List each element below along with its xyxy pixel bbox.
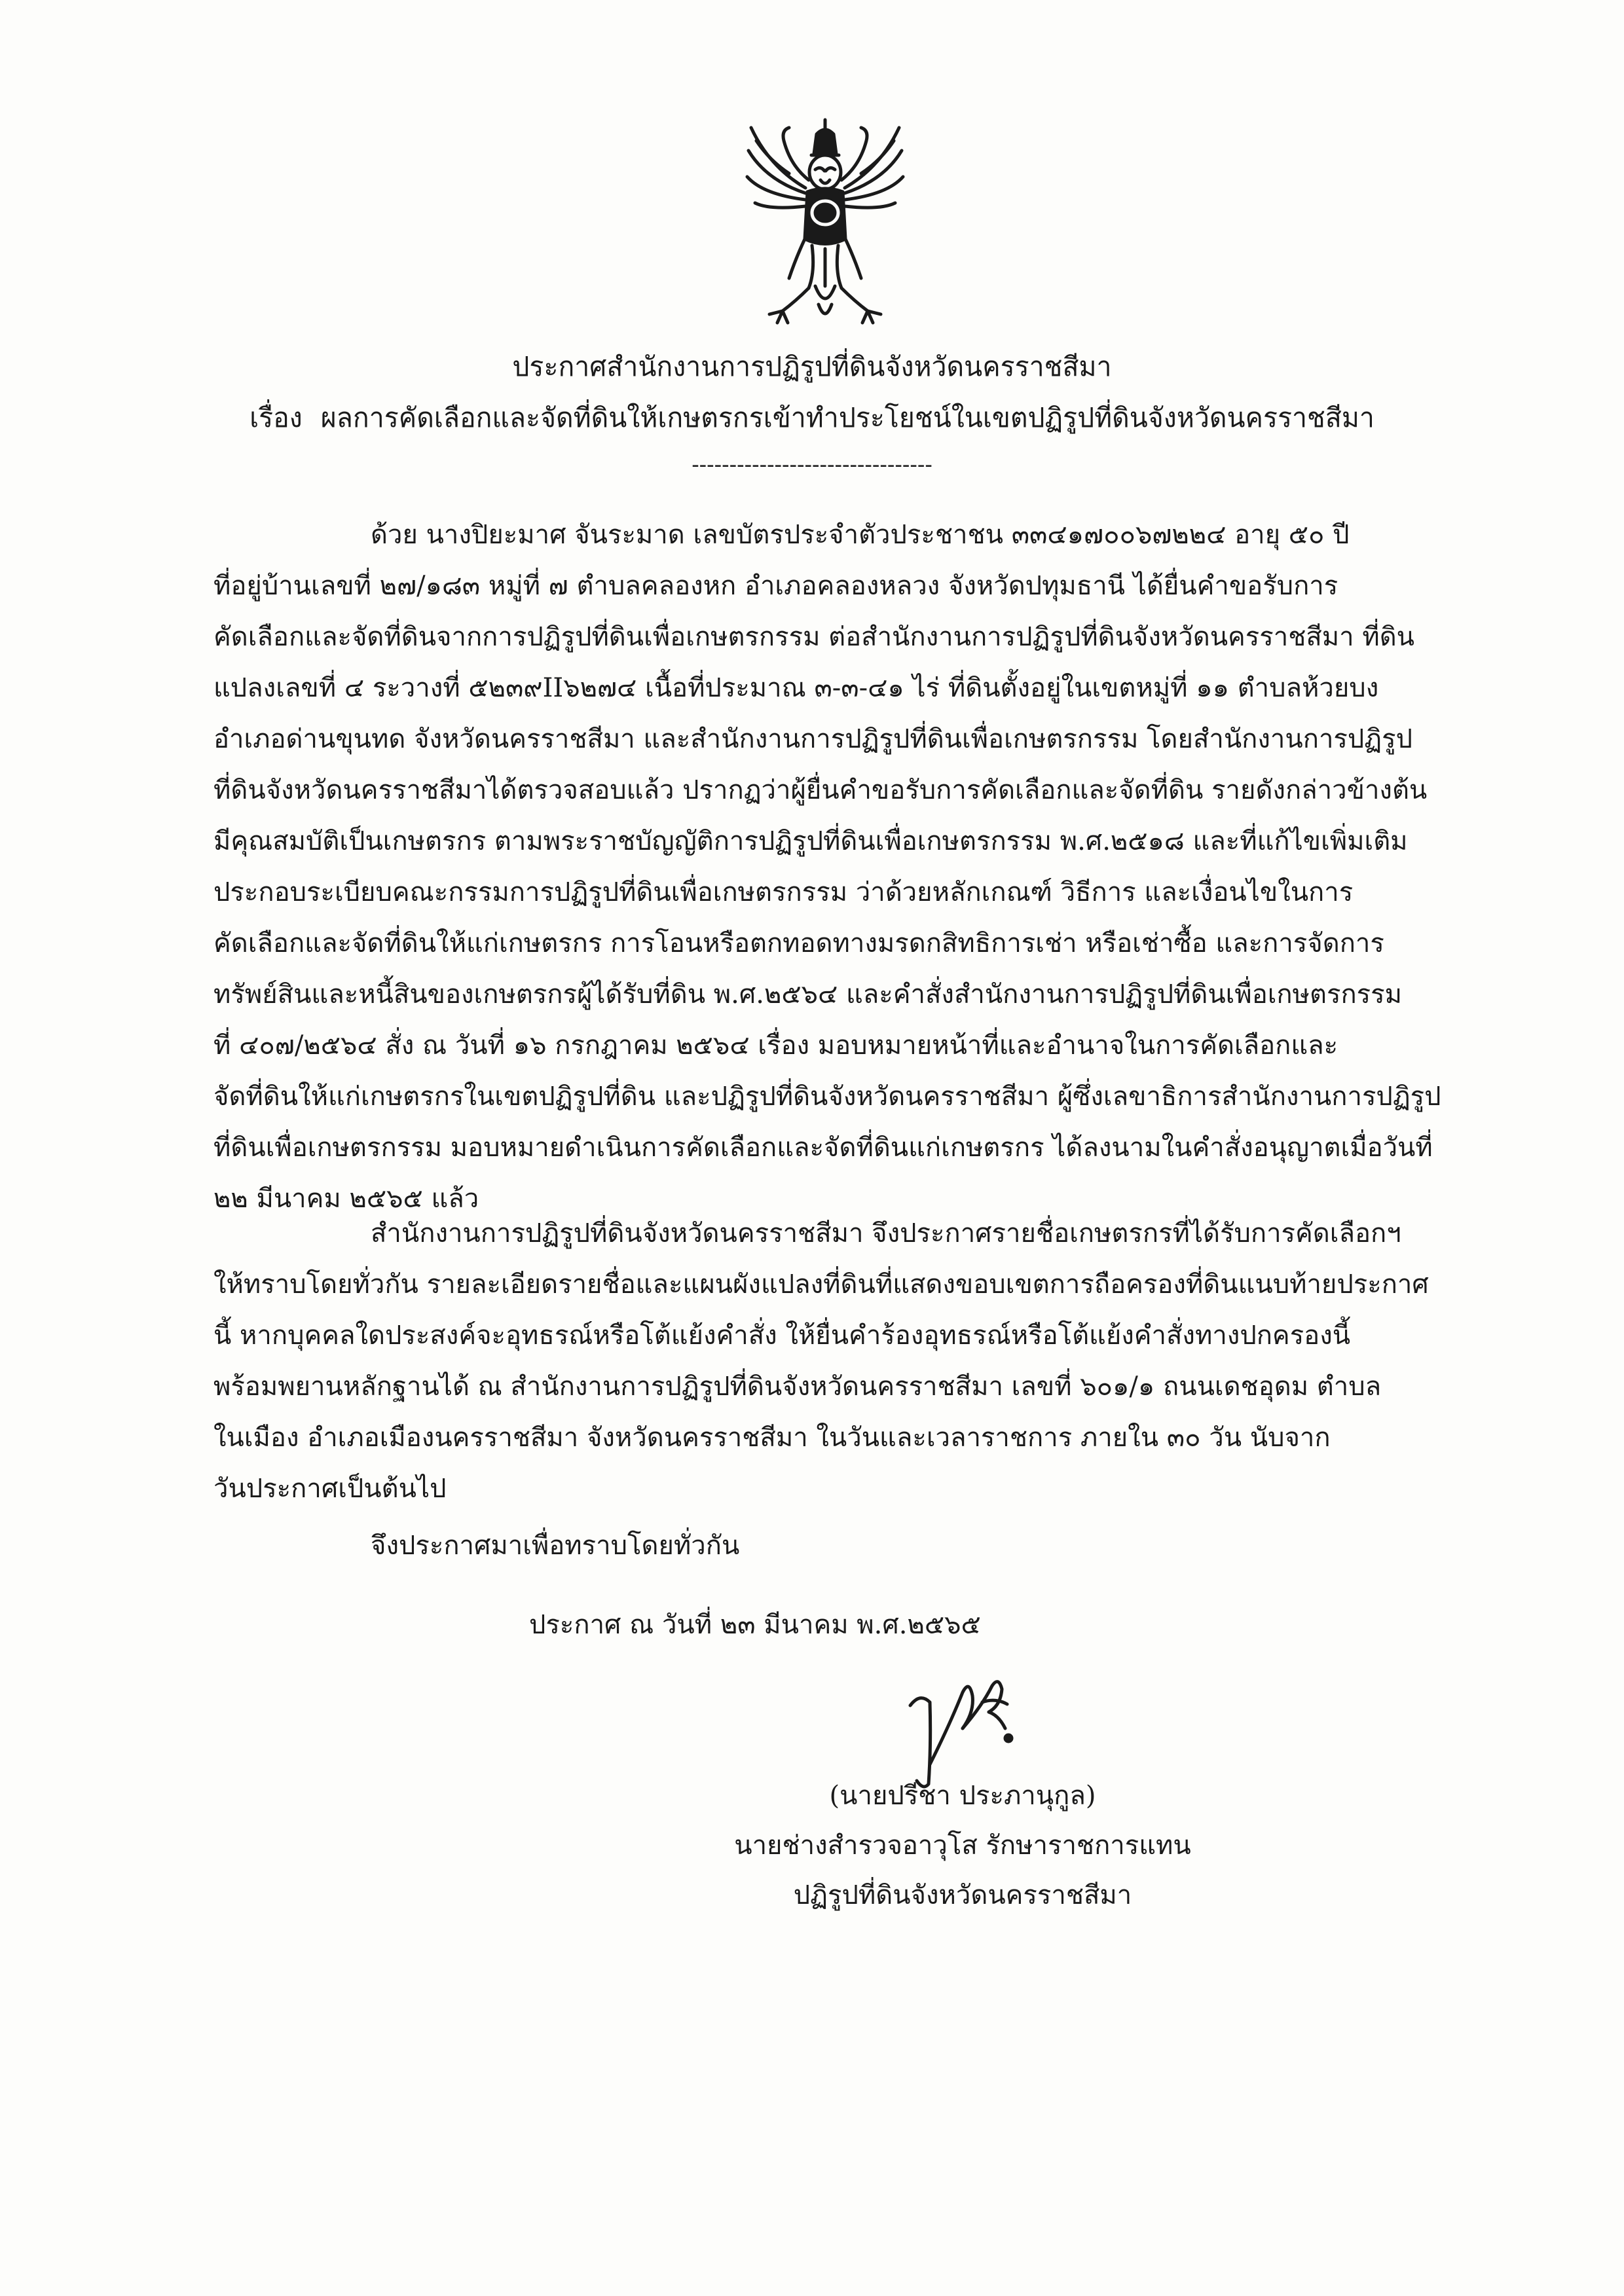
paragraph-line: คัดเลือกและจัดที่ดินให้แก่เกษตรกร การโอนหรือตกทอดทางมรดกสิทธิการเช่า หรือเช่าซื้อ และการจัดการ xyxy=(213,928,1384,958)
paragraph-line: ที่ดินจังหวัดนครราชสีมาได้ตรวจสอบแล้ว ปรากฏว่าผู้ยื่นคำขอรับการคัดเลือกและจัดที่ดิน รายดังกล่าวข้างต้น xyxy=(213,775,1428,805)
paragraph-line: นี้ หากบุคคลใดประสงค์จะอุทธรณ์หรือโต้แย้งคำสั่ง ให้ยื่นคำร้องอุทธรณ์หรือโต้แย้งคำสั่งทางปกครองนี้ xyxy=(213,1321,1351,1351)
paragraph-line: ๒๒ มีนาคม ๒๕๖๕ แล้ว xyxy=(213,1184,479,1214)
signatory-position: นายช่างสำรวจอาวุโส รักษาราชการแทน xyxy=(734,1831,1191,1861)
subject-label: เรื่อง xyxy=(249,402,303,433)
paragraph-line: ประกอบระเบียบคณะกรรมการปฏิรูปที่ดินเพื่อเกษตรกรรม ว่าด้วยหลักเกณฑ์ วิธีการ และเงื่อนไขในการ xyxy=(213,877,1354,907)
garuda-emblem-icon xyxy=(743,115,907,331)
paragraph-line: พร้อมพยานหลักฐานได้ ณ สำนักงานการปฏิรูปที่ดินจังหวัดนครราชสีมา เลขที่ ๖๐๑/๑ ถนนเดชอุดม ตำบล xyxy=(213,1372,1382,1402)
subject-text: ผลการคัดเลือกและจัดที่ดินให้เกษตรกรเข้าทำประโยชน์ในเขตปฏิรูปที่ดินจังหวัดนครราชสีมา xyxy=(320,402,1375,433)
closing-line: จึงประกาศมาเพื่อทราบโดยทั่วกัน xyxy=(371,1531,740,1561)
paragraph-line: ที่ ๔๐๗/๒๕๖๔ สั่ง ณ วันที่ ๑๖ กรกฎาคม ๒๕๖๔ เรื่อง มอบหมายหน้าที่และอำนาจในการคัดเลือกและ xyxy=(213,1030,1338,1061)
paragraph-2 xyxy=(213,1208,1487,1514)
paragraph-line: ด้วย นางปิยะมาศ จันระมาด เลขบัตรประจำตัวประชาชน ๓๓๔๑๗๐๐๖๗๒๒๔ อายุ ๕๐ ปี xyxy=(371,520,1350,550)
paragraph-line: วันประกาศเป็นต้นไป xyxy=(213,1474,447,1504)
paragraph-line: ที่อยู่บ้านเลขที่ ๒๗/๑๘๓ หมู่ที่ ๗ ตำบลคลองหก อำเภอคลองหลวง จังหวัดปทุมธานี ได้ยื่นคำขอรับการ xyxy=(213,571,1338,601)
paragraph-3 xyxy=(213,1520,1487,1571)
paragraph-line: ที่ดินเพื่อเกษตรกรรม มอบหมายดำเนินการคัดเลือกและจัดที่ดินแก่เกษตรกร ได้ลงนามในคำสั่งอนุญาตเมื่อวันที่ xyxy=(213,1133,1433,1163)
subject-line xyxy=(0,399,1624,436)
paragraph-line: จัดที่ดินให้แก่เกษตรกรในเขตปฏิรูปที่ดิน และปฏิรูปที่ดินจังหวัดนครราชสีมา ผู้ซึ่งเลขาธิการสำนักงานการปฏิรูป xyxy=(213,1082,1441,1112)
paragraph-line: ให้ทราบโดยทั่วกัน รายละเอียดรายชื่อและแผนผังแปลงที่ดินที่แสดงขอบเขตการถือครองที่ดินแนบท้ายประกาศ xyxy=(213,1269,1429,1300)
paragraph-line: ในเมือง อำเภอเมืองนครราชสีมา จังหวัดนครราชสีมา ในวันและเวลาราชการ ภายใน ๓๐ วัน นับจาก xyxy=(213,1423,1331,1453)
paragraph-line: ทรัพย์สินและหนี้สินของเกษตรกรผู้ได้รับที่ดิน พ.ศ.๒๕๖๔ และคำสั่งสำนักงานการปฏิรูปที่ดินเพื่อเกษตรกรรม xyxy=(213,979,1403,1010)
paragraph-1 xyxy=(213,509,1487,1224)
announcement-date: ประกาศ ณ วันที่ ๒๓ มีนาคม พ.ศ.๒๕๖๕ xyxy=(529,1610,981,1640)
signatory-office: ปฏิรูปที่ดินจังหวัดนครราชสีมา xyxy=(793,1880,1132,1910)
paragraph-line: สำนักงานการปฏิรูปที่ดินจังหวัดนครราชสีมา จึงประกาศรายชื่อเกษตรกรที่ได้รับการคัดเลือกฯ xyxy=(371,1218,1401,1248)
paragraph-line: มีคุณสมบัติเป็นเกษตรกร ตามพระราชบัญญัติการปฏิรูปที่ดินเพื่อเกษตรกรรม พ.ศ.๒๕๑๘ และที่แก้ไขเพิ่มเติม xyxy=(213,826,1408,856)
paragraph-line: คัดเลือกและจัดที่ดินจากการปฏิรูปที่ดินเพื่อเกษตรกรรม ต่อสำนักงานการปฏิรูปที่ดินจังหวัดนครราชสีมา ที่ดิน xyxy=(213,622,1415,652)
paragraph-line: แปลงเลขที่ ๔ ระวางที่ ๕๒๓๙II๖๒๗๔ เนื้อที่ประมาณ ๓-๓-๔๑ ไร่ ที่ดินตั้งอยู่ในเขตหมู่ที่ ๑๑ ตำบลห้วยบง xyxy=(213,673,1379,703)
signatory-name: (นายปรีชา ประภานุกูล) xyxy=(829,1781,1096,1811)
page-title: ประกาศสำนักงานการปฏิรูปที่ดินจังหวัดนครราชสีมา xyxy=(512,351,1112,382)
paragraph-line: อำเภอด่านขุนทด จังหวัดนครราชสีมา และสำนักงานการปฏิรูปที่ดินเพื่อเกษตรกรรม โดยสำนักงานการปฏิรูป xyxy=(213,724,1413,754)
title-divider: -------------------------------- xyxy=(692,452,932,478)
